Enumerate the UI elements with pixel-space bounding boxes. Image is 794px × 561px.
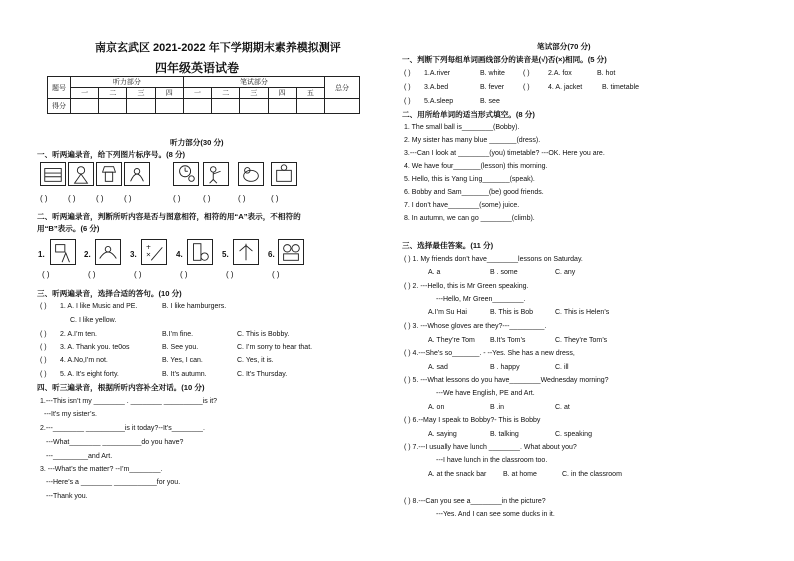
picture-2 xyxy=(68,162,94,186)
dialogue-line: 1.---This isn’t my ________ . ________ __________is it? xyxy=(40,398,218,405)
picture-4 xyxy=(124,162,150,186)
picture-3 xyxy=(96,162,122,186)
judge-picture-1 xyxy=(50,239,76,265)
mc-option: A.I’m Su Hai xyxy=(428,309,467,316)
mc-option: B .in xyxy=(490,404,505,411)
dialogue-line: ---It’s my sister’s. xyxy=(44,411,97,418)
answer-paren[interactable]: ( ) xyxy=(124,194,132,203)
fill-item: 6. Bobby and Sam_______(be) good friends. xyxy=(404,189,544,196)
q3-option: B. Yes, I can. xyxy=(162,357,203,364)
mc-question: ( ) 7.---I usually have lunch ________. What about you? xyxy=(404,444,577,451)
answer-paren[interactable]: ( ) xyxy=(173,194,181,203)
written-title: 笔试部分(70 分) xyxy=(537,42,591,51)
mc-question: ( ) 3. ---Whose gloves are they?---_________. xyxy=(404,323,547,330)
q3-option: 4. A.No,I’m not. xyxy=(60,357,108,364)
col-num: 三 xyxy=(240,88,268,99)
phonics-paren[interactable]: ( ) xyxy=(523,84,530,91)
answer-paren[interactable]: ( ) xyxy=(40,194,48,203)
item-number: 2. xyxy=(84,250,91,259)
writing-header: 笔试部分 xyxy=(183,77,324,88)
mc-question: ( ) 6.--May I speak to Bobby?- This is Bobby xyxy=(404,417,541,424)
item-number: 3. xyxy=(130,250,137,259)
answer-paren[interactable]: ( ) xyxy=(96,194,104,203)
fill-item: 5. Hello, this is Yang Ling_______(speak). xyxy=(404,176,535,183)
svg-text:×: × xyxy=(145,250,152,259)
dialogue-line: ---What________ __________do you have? xyxy=(46,439,184,446)
mc-option: A. They’re Tom xyxy=(428,337,475,344)
score-cell[interactable] xyxy=(240,99,268,114)
q3-option: B. I like hamburgers. xyxy=(162,303,227,310)
phonics-paren[interactable]: ( ) xyxy=(404,98,411,105)
phonics-paren[interactable]: ( ) xyxy=(404,84,411,91)
exam-subtitle: 四年级英语试卷 xyxy=(155,61,240,75)
mc-option: C. any xyxy=(555,269,576,276)
section-r1-instruction: 一、判断下列每组单词画线部分的读音是(√)否(×)相同。(5 分) xyxy=(402,55,607,64)
mc-option: B . some xyxy=(490,269,518,276)
section-1-instruction: 一、听两遍录音，给下列图片标序号。(8 分) xyxy=(37,150,186,159)
mc-option: C. They’re Tom’s xyxy=(555,337,608,344)
q3-option: C. It’s Thursday. xyxy=(237,371,288,378)
mc-question-cont: ---Yes. And I can see some ducks in it. xyxy=(436,511,555,518)
mc-question: ( ) 5. ---What lessons do you have________Wednesday morning? xyxy=(404,377,609,384)
phonics-option: B. see xyxy=(480,98,500,105)
section-r3-instruction: 三、选择最佳答案。(11 分) xyxy=(402,241,494,250)
mc-question-cont: ---I have lunch in the classroom too. xyxy=(436,457,548,464)
fill-item: 1. The small ball is________(Bobby). xyxy=(404,124,520,131)
answer-paren[interactable]: ( ) xyxy=(134,270,142,279)
answer-paren[interactable]: ( ) xyxy=(271,194,279,203)
answer-paren[interactable]: ( ) xyxy=(272,270,280,279)
score-cell[interactable] xyxy=(155,99,183,114)
score-cell[interactable] xyxy=(99,99,127,114)
score-cell[interactable] xyxy=(71,99,99,114)
col-num: 四 xyxy=(268,88,296,99)
phonics-option: B. hot xyxy=(597,70,616,77)
mc-option: C. in the classroom xyxy=(562,471,622,478)
mc-option: A. saying xyxy=(428,431,457,438)
answer-paren[interactable]: ( ) xyxy=(180,270,188,279)
fill-item: 3.---Can I look at ________(you) timetable? ---OK. Here you are. xyxy=(404,150,605,157)
score-cell[interactable] xyxy=(296,99,324,114)
q3-paren[interactable]: ( ) xyxy=(40,357,47,364)
q3-option: B. It’s autumn. xyxy=(162,371,207,378)
dialogue-line: ---Thank you. xyxy=(46,493,88,500)
row-label: 题号 xyxy=(48,77,71,99)
answer-paren[interactable]: ( ) xyxy=(42,270,50,279)
section-2-instruction: 二、听两遍录音，判断所听内容是否与图意相符，相符的用“A”表示，不相符的 xyxy=(37,212,301,221)
picture-7 xyxy=(238,162,264,186)
phonics-option: 2.A. fox xyxy=(548,70,572,77)
listening-header: 听力部分 xyxy=(71,77,184,88)
answer-paren[interactable]: ( ) xyxy=(226,270,234,279)
q3-paren[interactable]: ( ) xyxy=(40,303,47,310)
mc-option: C. speaking xyxy=(555,431,592,438)
mc-option: C. This is Helen’s xyxy=(555,309,610,316)
mc-question: ( ) 8.---Can you see a________in the picture? xyxy=(404,498,546,505)
item-number: 6. xyxy=(268,250,275,259)
item-number: 4. xyxy=(176,250,183,259)
score-table xyxy=(47,76,360,114)
mc-question: ( ) 2. ---Hello, this is Mr Green speaking. xyxy=(404,283,529,290)
col-num: 三 xyxy=(127,88,155,99)
mc-question-cont: ---Hello, Mr Green________. xyxy=(436,296,526,303)
mc-option: C. at xyxy=(555,404,570,411)
judge-picture-3 xyxy=(141,239,167,265)
mc-question-cont: ---We have English, PE and Art. xyxy=(436,390,535,397)
q3-option: B.I’m fine. xyxy=(162,331,194,338)
phonics-option: 4. A. jacket xyxy=(548,84,583,91)
item-number: 5. xyxy=(222,250,229,259)
section-2-instruction-2: 用“B”表示。(6 分) xyxy=(37,224,100,233)
exam-title: 南京玄武区 2021-2022 年下学期期末素养模拟测评 xyxy=(95,42,341,54)
mc-question: ( ) 4.---She’s so_______. - --Yes. She has a new dress, xyxy=(404,350,575,357)
answer-paren[interactable]: ( ) xyxy=(238,194,246,203)
mc-question: ( ) 1. My friends don’t have________lessons on Saturday. xyxy=(404,256,583,263)
phonics-option: 3.A.bed xyxy=(424,84,449,91)
mc-option: A. at the snack bar xyxy=(428,471,487,478)
judge-picture-2 xyxy=(95,239,121,265)
total-header: 总分 xyxy=(325,77,360,99)
col-num: 一 xyxy=(183,88,211,99)
phonics-option: B. fever xyxy=(480,84,505,91)
q3-option: 1. A. I like Music and PE. xyxy=(60,303,138,310)
score-cell[interactable] xyxy=(127,99,155,114)
q3-option: C. This is Bobby. xyxy=(237,331,290,338)
judge-picture-4 xyxy=(187,239,213,265)
score-label: 得分 xyxy=(48,99,71,114)
q3-option: 3. A. Thank you. te0os xyxy=(60,344,130,351)
mc-option: B . happy xyxy=(490,364,520,371)
phonics-option: B. timetable xyxy=(602,84,639,91)
q3-option: C. I like yellow. xyxy=(70,317,117,324)
score-cell[interactable] xyxy=(212,99,240,114)
phonics-option: 1.A.river xyxy=(424,70,451,77)
mc-option: C. ill xyxy=(555,364,569,371)
col-num: 二 xyxy=(99,88,127,99)
q3-option: B. See you. xyxy=(162,344,199,351)
item-number: 1. xyxy=(38,250,45,259)
phonics-option: 5.A.sleep xyxy=(424,98,454,105)
answer-paren[interactable]: ( ) xyxy=(203,194,211,203)
col-num: 五 xyxy=(296,88,324,99)
phonics-paren[interactable]: ( ) xyxy=(404,70,411,77)
mc-option: B.It’s Tom’s xyxy=(490,337,526,344)
answer-paren[interactable]: ( ) xyxy=(88,270,96,279)
q3-option: 2. A.I’m ten. xyxy=(60,331,97,338)
q3-option: C. Yes, it is. xyxy=(237,357,274,364)
fill-item: 2. My sister has many blue _______(dress). xyxy=(404,137,541,144)
mc-option: B. This is Bob xyxy=(490,309,534,316)
picture-1 xyxy=(40,162,66,186)
dialogue-line: ---Here’s a ________ ___________for you. xyxy=(46,479,181,486)
picture-8 xyxy=(271,162,297,186)
dialogue-line: 3. ---What’s the matter? --I’m________. xyxy=(40,466,163,473)
answer-paren[interactable]: ( ) xyxy=(68,194,76,203)
listening-title: 听力部分(30 分) xyxy=(170,138,224,147)
dialogue-line: 2.---________ __________is it today?--It’s________. xyxy=(40,425,205,432)
section-4-instruction: 四、听三遍录音，根据所听内容补全对话。(10 分) xyxy=(37,383,205,392)
fill-item: 7. I don’t have________(some) juice. xyxy=(404,202,520,209)
picture-6 xyxy=(203,162,229,186)
q3-paren[interactable]: ( ) xyxy=(40,371,47,378)
judge-picture-6 xyxy=(278,239,304,265)
mc-option: B. at home xyxy=(503,471,537,478)
score-cell[interactable] xyxy=(183,99,211,114)
section-r2-instruction: 二、用所给单词的适当形式填空。(8 分) xyxy=(402,110,535,119)
section-3-instruction: 三、听两遍录音，选择合适的答句。(10 分) xyxy=(37,289,182,298)
judge-picture-5 xyxy=(233,239,259,265)
q3-option: C. I’m sorry to hear that. xyxy=(237,344,313,351)
score-cell[interactable] xyxy=(268,99,296,114)
score-cell[interactable] xyxy=(325,99,360,114)
dialogue-line: ---_________and Art. xyxy=(46,453,113,460)
picture-5 xyxy=(173,162,199,186)
phonics-option: B. white xyxy=(480,70,505,77)
svg-text:+: + xyxy=(145,243,152,252)
col-num: 二 xyxy=(212,88,240,99)
mc-option: A. on xyxy=(428,404,445,411)
mc-option: A. a xyxy=(428,269,441,276)
col-num: 一 xyxy=(71,88,99,99)
fill-item: 4. We have four_______(lesson) this morning. xyxy=(404,163,548,170)
mc-option: B. talking xyxy=(490,431,519,438)
q3-option: 5. A. It’s eight forty. xyxy=(60,371,119,378)
q3-paren[interactable]: ( ) xyxy=(40,344,47,351)
phonics-paren[interactable]: ( ) xyxy=(523,70,530,77)
mc-option: A. sad xyxy=(428,364,448,371)
q3-paren[interactable]: ( ) xyxy=(40,331,47,338)
fill-item: 8. In autumn, we can go ________(climb). xyxy=(404,215,535,222)
col-num: 四 xyxy=(155,88,183,99)
